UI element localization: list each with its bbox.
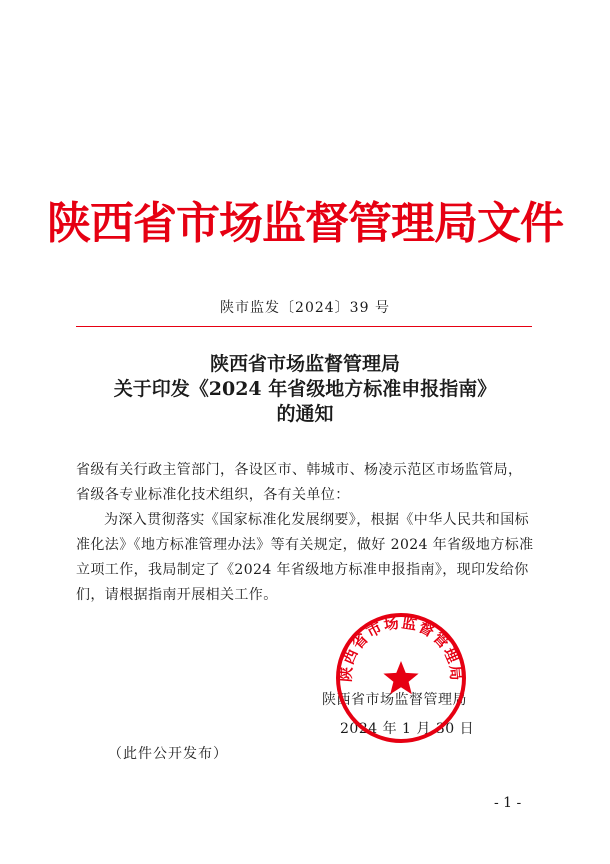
- document-header-title: 陕西省市场监督管理局文件: [47, 198, 563, 249]
- notice-body: [76, 458, 536, 608]
- svg-text:陕西省市场监督管理局: 陕西省市场监督管理局: [336, 613, 466, 683]
- official-seal-icon: [334, 611, 468, 745]
- publish-note: （此件公开发布）: [108, 746, 228, 762]
- notice-title-line-1: 陕西省市场监督管理局: [209, 353, 400, 375]
- notice-title-line-3: 的通知: [276, 403, 334, 425]
- recipients-paragraph: 省级有关行政主管部门，各设区市、韩城市、杨凌示范区市场监管局，省级各专业标准化技术组织，各有关单位：: [76, 462, 523, 503]
- signature-organization: 陕西省市场监督管理局: [322, 692, 467, 708]
- notice-title: [0, 352, 610, 427]
- red-divider-line: [76, 326, 532, 327]
- notice-title-line-2: 关于印发《2024 年省级地方标准申报指南》: [113, 378, 497, 400]
- body-paragraph: 为深入贯彻落实《国家标准化发展纲要》，根据《中华人民共和国标准化法》《地方标准管理办法》等有关规定，做好 2024 年省级地方标准立项工作，我局制定了《2024 年省级地方标准申报指南》，现印发给你们，请根据指南开展相关工作。: [76, 512, 534, 603]
- document-number: 陕市监发〔2024〕39 号: [220, 300, 390, 316]
- page-number: - 1 -: [494, 795, 522, 811]
- signature-date: 2024 年 1 月 30 日: [340, 721, 475, 737]
